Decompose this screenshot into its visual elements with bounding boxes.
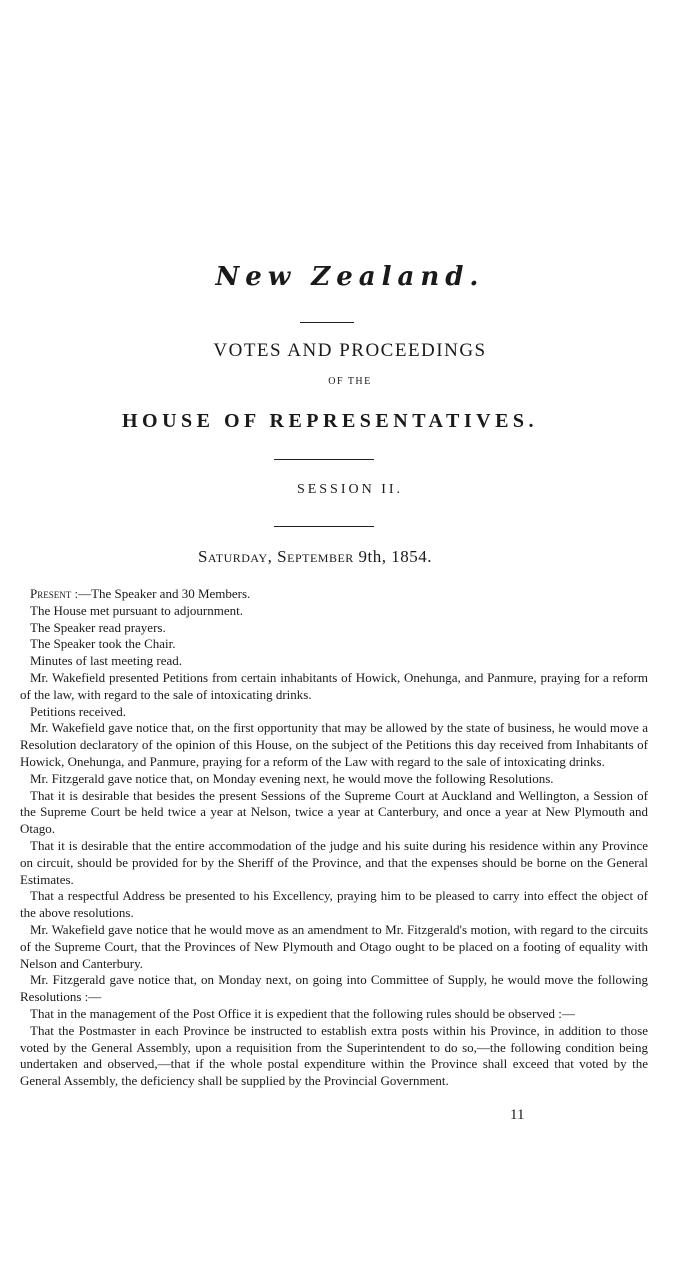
title-divider [300,322,354,323]
date-heading [0,547,630,567]
proceeding-paragraph: Minutes of last meeting read. [30,653,182,669]
present-paragraph [20,586,648,603]
proceeding-paragraph: Mr. Wakefield gave notice that he would move as an amendment to Mr. Fitzgerald's motion, with regard to the circuits of the Supreme Court, that the Provinces of New Plymouth and Otago ought to be placed on a footing of equality with Nelson and Canterbury. [20,921,648,971]
proceeding-paragraph: The Speaker read prayers. [30,619,166,635]
proceeding-paragraph: Petitions received. [30,703,127,719]
proceeding-paragraph: That the Postmaster in each Province be instructed to establish extra posts within his Province, in addition to those voted by the General Assembly, upon a requisition from the Superintendent to do so,—the following condition being undertaken and observed,—that if the whole postal expenditure within the Province shall exceed that voted by the General Assembly, the deficiency shall be supplied by the Provincial Government. [20,1022,648,1089]
date-month: September [277,547,354,566]
proceedings-body [20,586,648,1090]
page-number: 11 [510,1107,525,1123]
present-text: :—The Speaker and 30 Members. [74,586,251,601]
present-label: Present [30,586,72,601]
date-year: 1854. [391,547,433,566]
proceeding-paragraph: That in the management of the Post Office it is expedient that the following rules should be observed :— [30,1005,575,1021]
session-divider-bottom [274,526,374,527]
proceeding-paragraph: That it is desirable that the entire accommodation of the judge and his suite during his residence within any Province on circuit, should be provided for by the Sheriff of the Province, and that the expenses should be borne on the General Estimates. [20,837,648,887]
house-title: HOUSE OF REPRESENTATIVES. [121,410,539,432]
votes-title: VOTES AND PROCEEDINGS [213,340,487,361]
date-day-number: 9th, [358,547,387,566]
of-the-label: OF THE [328,376,372,387]
session-divider-top [274,459,374,460]
proceeding-paragraph: Mr. Fitzgerald gave notice that, on Monday next, on going into Committee of Supply, he would move the following Resolutions :— [20,972,648,1005]
proceeding-paragraph: Mr. Wakefield presented Petitions from certain inhabitants of Howick, Onehunga, and Panmure, praying for a reform of the law, with regard to the sale of intoxicating drinks. [20,669,648,702]
proceeding-paragraph: The House met pursuant to adjournment. [30,602,244,618]
proceeding-paragraph: That it is desirable that besides the present Sessions of the Supreme Court at Auckland and Wellington, a Session of the Supreme Court be held twice a year at Nelson, twice a year at Canterbury, and once a year at New Plymouth and Otago. [20,787,648,837]
gothic-title: New Zealand. [215,262,485,292]
date-day: Saturday, [197,547,273,566]
proceeding-paragraph: Mr. Fitzgerald gave notice that, on Monday evening next, he would move the following Resolutions. [30,770,554,786]
proceeding-paragraph: The Speaker took the Chair. [30,636,176,652]
session-label: SESSION II. [296,482,404,497]
proceeding-paragraph: That a respectful Address be presented to his Excellency, praying him to be pleased to carry into effect the object of the above resolutions. [20,888,648,921]
proceeding-paragraph: Mr. Wakefield gave notice that, on the first opportunity that may be allowed by the state of business, he would move a Resolution declaratory of the opinion of this House, on the subject of the Petitions this day received from Inhabitants of Howick, Onehunga, and Panmure, praying for a reform of the Law with regard to the sale of intoxicating drinks. [20,720,648,769]
